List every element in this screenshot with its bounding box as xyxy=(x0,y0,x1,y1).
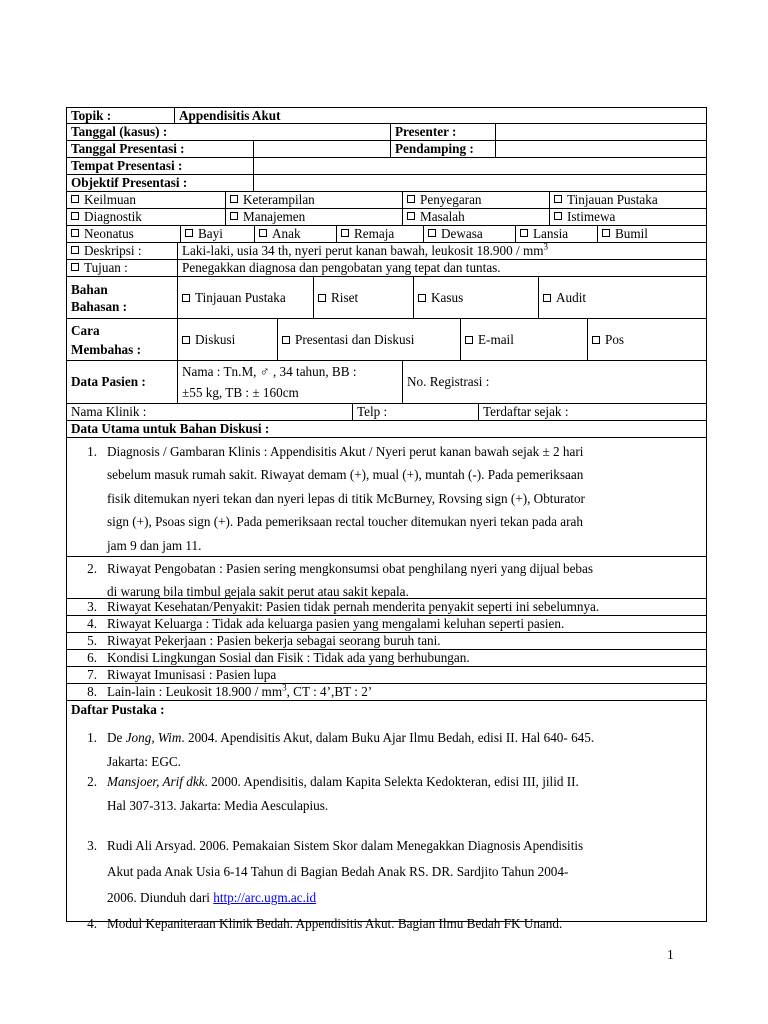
data-utama-item-2: 2. Riwayat Pengobatan : Pasien sering mengkonsumsi obat penghilang nyeri yang dijual bebas di warung bila timbul gejala sakit perut atau sakit kepala. xyxy=(66,557,707,599)
checkbox-icon xyxy=(71,229,79,237)
deskripsi-value: Laki-laki, usia 34 th, nyeri perut kanan bawah, leukosit $18.900 / mm^3$ xyxy=(177,243,706,259)
daftar-pustaka-section xyxy=(66,701,707,931)
checkbox-icon xyxy=(428,229,436,237)
checkbox-icon xyxy=(407,195,415,203)
checkbox-istimewa[interactable]: Istimewa xyxy=(549,209,706,225)
data-utama-item-4: 4. Riwayat Keluarga : Tidak ada keluarga pasien yang mengalami keluhan seperti pasien. xyxy=(66,616,707,633)
tujuan-value: Penegakkan diagnosa dan pengobatan yang tepat dan tuntas. xyxy=(177,260,706,276)
checkbox-icon xyxy=(341,229,349,237)
checkbox-icon xyxy=(554,212,562,220)
reference-1: 1. De Jong, Wim. 2004. Apendisitis Akut, dalam Buku Ajar Ilmu Bedah, edisi II. Hal 640- 645. Jakarta: EGC. xyxy=(87,730,595,769)
checkbox-bayi[interactable]: Bayi xyxy=(180,226,254,242)
cara-row xyxy=(66,319,707,361)
checkbox-dewasa[interactable]: Dewasa xyxy=(423,226,515,242)
checkbox-icon xyxy=(592,336,600,344)
checkbox-bahan-audit[interactable]: Audit xyxy=(538,277,706,318)
klinik-row xyxy=(66,404,707,421)
data-utama-item-5: 5. Riwayat Pekerjaan : Pasien bekerja sebagai seorang buruh tani. xyxy=(66,633,707,650)
checkbox-keilmuan[interactable]: Keilmuan xyxy=(67,192,225,208)
checkbox-diagnostik[interactable]: Diagnostik xyxy=(67,209,225,225)
data-utama-title-row xyxy=(66,421,707,438)
reference-4: 4. Modul Kepaniteraan Klinik Bedah. Appendisitis Akut. Bagian Ilmu Bedah FK Unand. xyxy=(87,916,563,931)
checkbox-icon xyxy=(465,336,473,344)
checkbox-penyegaran[interactable]: Penyegaran xyxy=(402,192,549,208)
checkbox-icon xyxy=(71,246,79,254)
nama-klinik-label: Nama Klinik : xyxy=(71,404,147,419)
objektif-row xyxy=(66,175,707,192)
checkbox-remaja[interactable]: Remaja xyxy=(336,226,423,242)
bahan-label: Bahan Bahasan : xyxy=(71,282,128,314)
topik-value: Appendisitis Akut xyxy=(174,108,706,123)
pendamping-label: Pendamping : xyxy=(390,141,495,157)
checkbox-icon xyxy=(318,294,326,302)
presenter-value xyxy=(495,124,706,140)
tujuan-row xyxy=(66,260,707,277)
tanggal-kasus-label: Tanggal (kasus) : xyxy=(71,124,168,139)
pasien-row xyxy=(66,361,707,404)
reference-link[interactable]: http://arc.ugm.ac.id xyxy=(213,890,317,905)
deskripsi-label: Deskripsi : xyxy=(67,243,177,259)
data-utama-item-7: 7. Riwayat Imunisasi : Pasien lupa xyxy=(66,667,707,684)
checkbox-icon xyxy=(602,229,610,237)
case-report-form xyxy=(66,107,707,931)
data-utama-item-6: 6. Kondisi Lingkungan Sosial dan Fisik : Tidak ada yang berhubungan. xyxy=(66,650,707,667)
checkbox-icon xyxy=(259,229,267,237)
checkbox-cara-presentasi[interactable]: Presentasi dan Diskusi xyxy=(277,319,460,360)
objektif-options-row-2 xyxy=(66,209,707,226)
checkbox-bahan-kasus[interactable]: Kasus xyxy=(413,277,538,318)
checkbox-anak[interactable]: Anak xyxy=(254,226,336,242)
checkbox-icon xyxy=(71,195,79,203)
data-utama-item-3: 3. Riwayat Kesehatan/Penyakit: Pasien tidak pernah menderita penyakit seperti ini sebelumnya. xyxy=(66,599,707,616)
deskripsi-row xyxy=(66,243,707,260)
checkbox-icon xyxy=(418,294,426,302)
tanggal-presentasi-value xyxy=(253,141,390,157)
page-number: 1 xyxy=(667,947,674,962)
checkbox-icon xyxy=(71,212,79,220)
objektif-options-row-1 xyxy=(66,192,707,209)
checkbox-icon xyxy=(230,212,238,220)
checkbox-icon xyxy=(407,212,415,220)
terdaftar-label: Terdaftar sejak : xyxy=(478,404,706,420)
data-utama-item-1: 1. Diagnosis / Gambaran Klinis : Appendisitis Akut / Nyeri perut kanan bawah sejak ± 2 hari sebelum masuk rumah sakit. Riwayat demam (+), mual (+), muntah (-). Pada pemeriksaan fisik ditemukan nyeri tekan dan nyeri lepas di titik McBurney, Rovsing sign (+), Obturator sign (+), Psoas sign (+). Pada pemeriksaan rectal toucher ditemukan nyeri tekan pada arah jam 9 dan jam 11. xyxy=(66,438,707,557)
checkbox-bahan-tinjauan[interactable]: Tinjauan Pustaka xyxy=(177,277,313,318)
checkbox-keterampilan[interactable]: Keterampilan xyxy=(225,192,402,208)
checkbox-icon xyxy=(182,336,190,344)
tempat-label: Tempat Presentasi : xyxy=(71,158,183,173)
tempat-value xyxy=(253,158,706,174)
tujuan-label: Tujuan : xyxy=(67,260,177,276)
data-utama-title: Data Utama untuk Bahan Diskusi : xyxy=(71,421,270,436)
tanggal-kasus-row xyxy=(66,124,707,141)
pasien-label: Data Pasien : xyxy=(71,374,146,389)
presenter-label: Presenter : xyxy=(390,124,495,140)
daftar-pustaka-title: Daftar Pustaka : xyxy=(71,702,165,717)
tanggal-presentasi-row xyxy=(66,141,707,158)
checkbox-cara-email[interactable]: E-mail xyxy=(460,319,587,360)
reference-3: 3. Rudi Ali Arsyad. 2006. Pemakaian Sistem Skor dalam Menegakkan Diagnosis Apendisitis Akut pada Anak Usia 6-14 Tahun di Bagian Bedah Anak RS. DR. Sardjito Tahun 2004- 2006. Diunduh dari http://arc.ugm.ac.id xyxy=(87,838,584,905)
objektif-value xyxy=(253,175,706,191)
checkbox-manajemen[interactable]: Manajemen xyxy=(225,209,402,225)
checkbox-icon xyxy=(282,336,290,344)
topik-row xyxy=(66,107,707,124)
reference-2: 2. Mansjoer, Arif dkk. 2000. Apendisitis, dalam Kapita Selekta Kedokteran, edisi III, jilid II. Hal 307-313. Jakarta: Media Aesculapius. xyxy=(87,774,579,813)
checkbox-icon xyxy=(554,195,562,203)
pendamping-value xyxy=(495,141,706,157)
bahan-row xyxy=(66,277,707,319)
checkbox-icon xyxy=(230,195,238,203)
checkbox-icon xyxy=(520,229,528,237)
pasien-identity: Nama : Tn.M, ♂ , 34 tahun, BB : ±55 kg, TB : ± 160cm xyxy=(177,361,402,403)
checkbox-bumil[interactable]: Bumil xyxy=(597,226,706,242)
registrasi-field: No. Registrasi : xyxy=(402,361,706,403)
checkbox-lansia[interactable]: Lansia xyxy=(515,226,597,242)
cara-label: Cara Membahas : xyxy=(71,323,141,357)
checkbox-masalah[interactable]: Masalah xyxy=(402,209,549,225)
checkbox-neonatus[interactable]: Neonatus xyxy=(67,226,180,242)
checkbox-icon xyxy=(543,294,551,302)
checkbox-cara-pos[interactable]: Pos xyxy=(587,319,706,360)
checkbox-tinjauan-pustaka[interactable]: Tinjauan Pustaka xyxy=(549,192,706,208)
data-utama-item-8: 8. Lain-lain : Leukosit $18.900 / mm^3$, CT : 4’,BT : 2’ xyxy=(66,684,707,701)
checkbox-bahan-riset[interactable]: Riset xyxy=(313,277,413,318)
tanggal-presentasi-label: Tanggal Presentasi : xyxy=(71,141,185,156)
telp-label: Telp : xyxy=(352,404,478,420)
checkbox-cara-diskusi[interactable]: Diskusi xyxy=(177,319,277,360)
topik-label: Topik : xyxy=(71,108,112,123)
checkbox-icon xyxy=(185,229,193,237)
tempat-row xyxy=(66,158,707,175)
checkbox-icon xyxy=(182,294,190,302)
checkbox-icon xyxy=(71,263,79,271)
objektif-label: Objektif Presentasi : xyxy=(71,175,188,190)
objektif-options-row-3 xyxy=(66,226,707,243)
